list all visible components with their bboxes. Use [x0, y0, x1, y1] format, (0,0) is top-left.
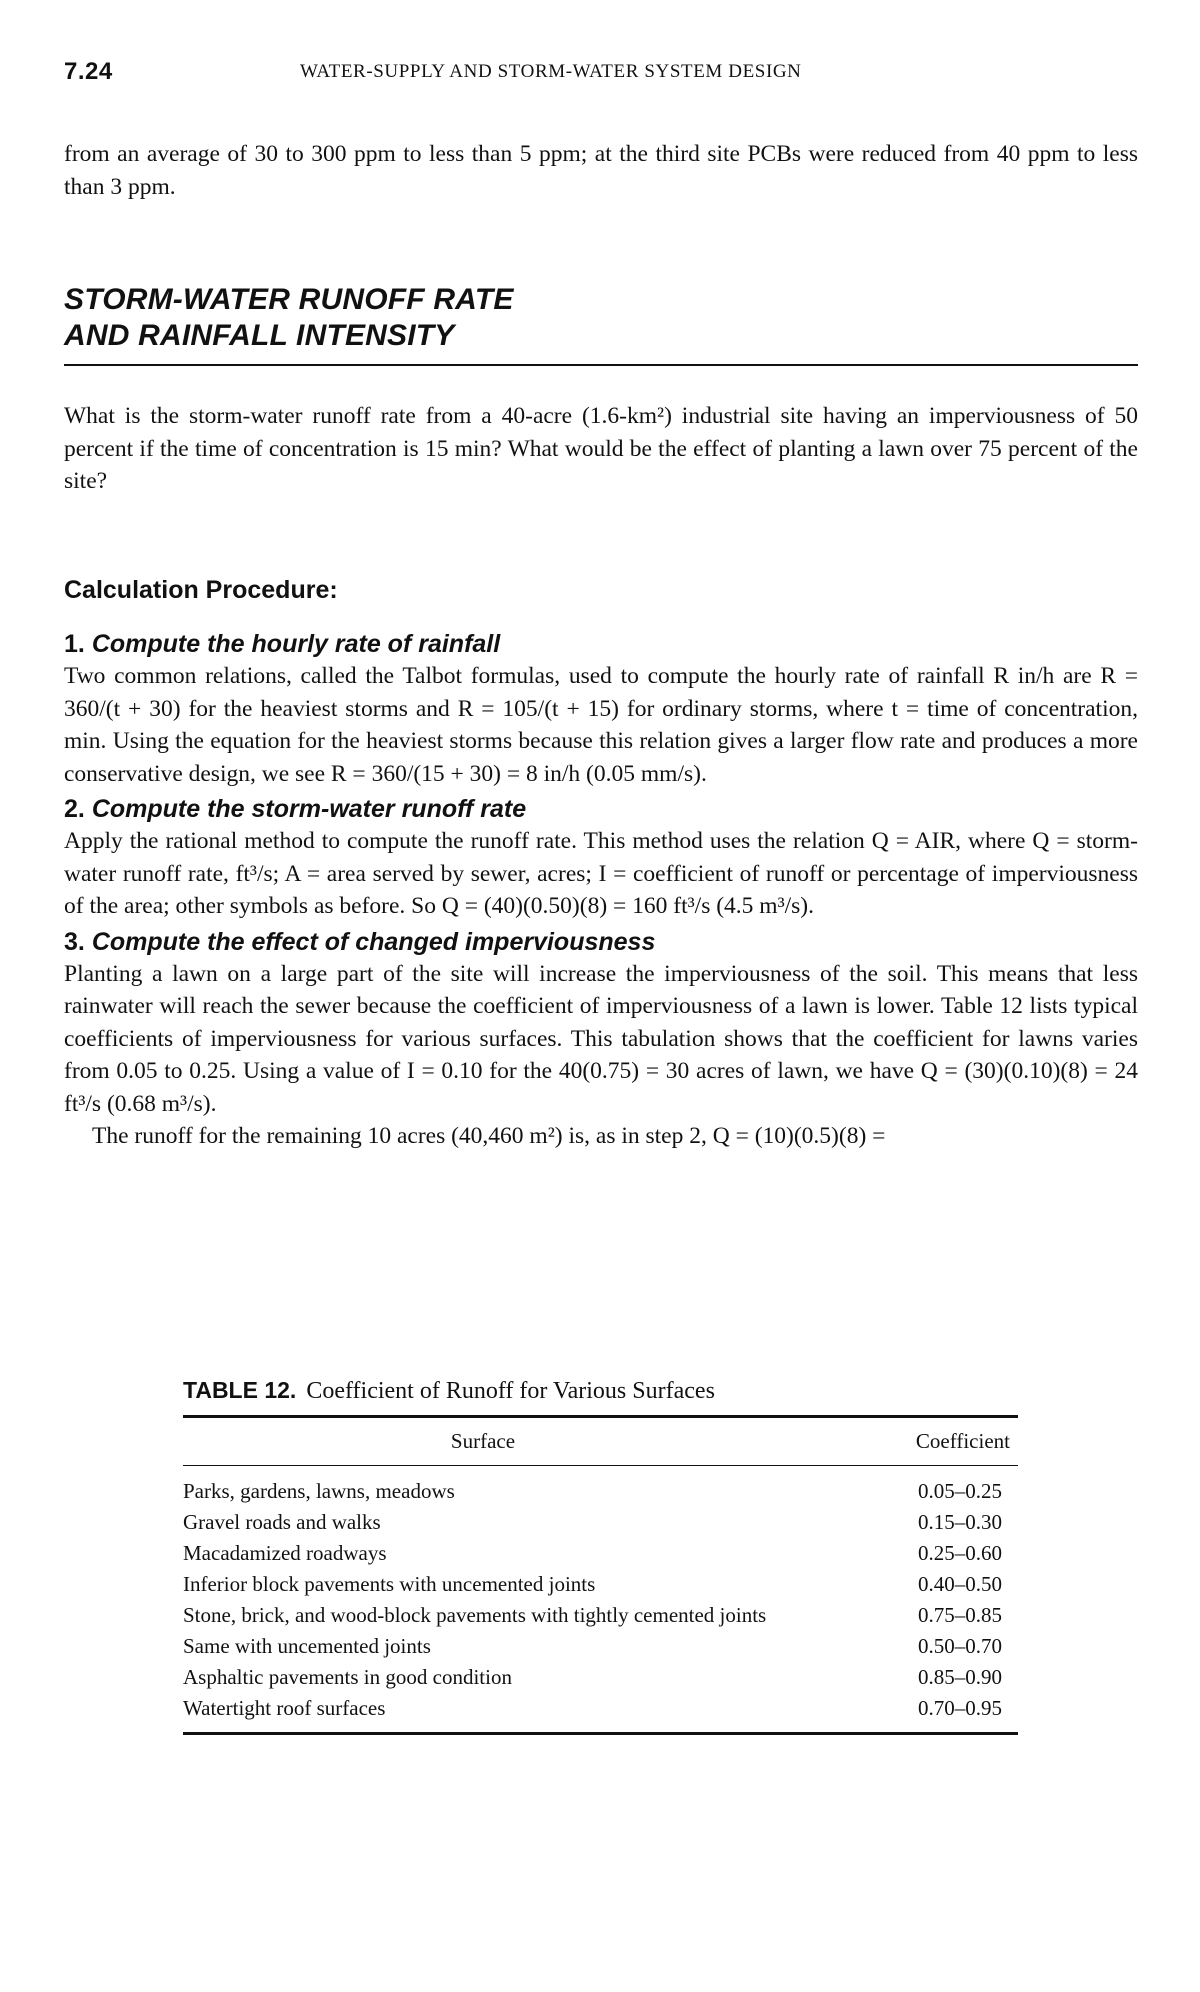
step-title: Compute the storm-water runoff rate — [91, 795, 527, 823]
page-number: 7.24 — [64, 58, 113, 85]
table-row — [183, 1507, 1018, 1538]
surface-cell: Gravel roads and walks — [183, 1510, 381, 1534]
section-title — [64, 282, 1138, 354]
step-heading — [64, 793, 1138, 825]
procedure-heading: Calculation Procedure: — [64, 576, 338, 604]
step-number: 2. — [64, 795, 85, 823]
table-header-row — [183, 1417, 1018, 1466]
surface-cell: Stone, brick, and wood-block pavements with tightly cemented joints — [183, 1603, 767, 1627]
step-1 — [64, 628, 1138, 790]
step-paragraph: The runoff for the remaining 10 acres (40,460 m²) is, as in step 2, Q = (10)(0.5)(8) = — [92, 1123, 886, 1149]
step-3 — [64, 926, 1138, 1153]
coefficient-cell: 0.25–0.60 — [918, 1541, 1002, 1565]
column-header-coefficient: Coefficient — [783, 1417, 1018, 1466]
coefficient-cell: 0.75–0.85 — [918, 1603, 1002, 1627]
table-label: TABLE 12. — [183, 1377, 297, 1403]
intro-paragraph: from an average of 30 to 300 ppm to less than 5 ppm; at the third site PCBs were reduced from 40 ppm to less than 3 ppm. — [64, 141, 1138, 200]
table-row — [183, 1538, 1018, 1569]
running-header — [64, 58, 1136, 88]
coefficient-cell: 0.70–0.95 — [918, 1696, 1002, 1720]
table-row — [183, 1693, 1018, 1734]
step-title: Compute the effect of changed imperviousness — [91, 927, 656, 956]
section-title-line1: STORM-WATER RUNOFF RATE — [64, 283, 514, 316]
table-row — [183, 1600, 1018, 1631]
column-header-surface: Surface — [183, 1417, 783, 1466]
step-paragraph: Two common relations, called the Talbot formulas, used to compute the hourly rate of rainfall R in/h are R = 360/(t + 30) for the heaviest storms and R = 105/(t + 15) for ordinary storms, where t = time of concentration, min. Using the equation for the heaviest storms because this relation gives a larger flow rate and produces a more conservative design, we see R = 360/(15 + 30) = 8 in/h (0.05 mm/s). — [64, 663, 1138, 787]
runoff-table-block — [183, 1377, 1018, 1735]
table-bottom-rule — [183, 1734, 1018, 1736]
section-title-line2: AND RAINFALL INTENSITY — [64, 319, 455, 352]
table-caption — [183, 1377, 1018, 1405]
coefficient-cell: 0.15–0.30 — [918, 1510, 1002, 1534]
step-2 — [64, 793, 1138, 923]
coefficient-cell: 0.85–0.90 — [918, 1665, 1002, 1689]
section-rule — [64, 364, 1138, 366]
step-paragraph: Apply the rational method to compute the runoff rate. This method uses the relation Q = AIR, where Q = storm-water runoff rate, ft³/s; A = area served by sewer, acres; I = coefficient of runoff or percentage of imperviousness of the area; other symbols as before. So Q = (40)(0.50)(8) = 160 ft³/s (4.5 m³/s). — [64, 828, 1138, 919]
surface-cell: Inferior block pavements with uncemented joints — [183, 1572, 596, 1596]
surface-cell: Macadamized roadways — [183, 1541, 387, 1565]
step-number: 3. — [64, 927, 85, 956]
coefficient-cell: 0.40–0.50 — [918, 1572, 1002, 1596]
running-title: WATER-SUPPLY AND STORM-WATER SYSTEM DESIGN — [300, 61, 802, 82]
table-caption-text: Coefficient of Runoff for Various Surfaces — [306, 1378, 715, 1404]
table-row — [183, 1569, 1018, 1600]
surface-cell: Asphaltic pavements in good condition — [183, 1665, 512, 1689]
coefficient-cell: 0.50–0.70 — [918, 1634, 1002, 1658]
steps — [64, 628, 1138, 1156]
surface-cell: Same with uncemented joints — [183, 1634, 431, 1658]
step-number: 1. — [64, 630, 85, 658]
problem-statement: What is the storm-water runoff rate from a 40-acre (1.6-km²) industrial site having an imperviousness of 50 percent if the time of concentration is 15 min? What would be the effect of planting a lawn over 75 percent of the site? — [64, 403, 1138, 494]
surface-cell: Parks, gardens, lawns, meadows — [183, 1479, 455, 1503]
runoff-table — [183, 1415, 1018, 1735]
step-heading — [64, 926, 1138, 958]
surface-cell: Watertight roof surfaces — [183, 1696, 386, 1720]
table-row — [183, 1662, 1018, 1693]
coefficient-cell: 0.05–0.25 — [918, 1479, 1002, 1503]
table-row — [183, 1466, 1018, 1508]
step-paragraph: Planting a lawn on a large part of the site will increase the imperviousness of the soil. This means that less rainwater will reach the sewer because the coefficient of imperviousness of a lawn is lower. Table 12 lists typical coefficients of imperviousness for various surfaces. This tabulation shows that the coefficient for lawns varies from 0.05 to 0.25. Using a value of I = 0.10 for the 40(0.75) = 30 acres of lawn, we have Q = (30)(0.10)(8) = 24 ft³/s (0.68 m³/s). — [64, 960, 1138, 1117]
step-title: Compute the hourly rate of rainfall — [91, 630, 501, 658]
table-row — [183, 1631, 1018, 1662]
step-heading — [64, 628, 1138, 660]
